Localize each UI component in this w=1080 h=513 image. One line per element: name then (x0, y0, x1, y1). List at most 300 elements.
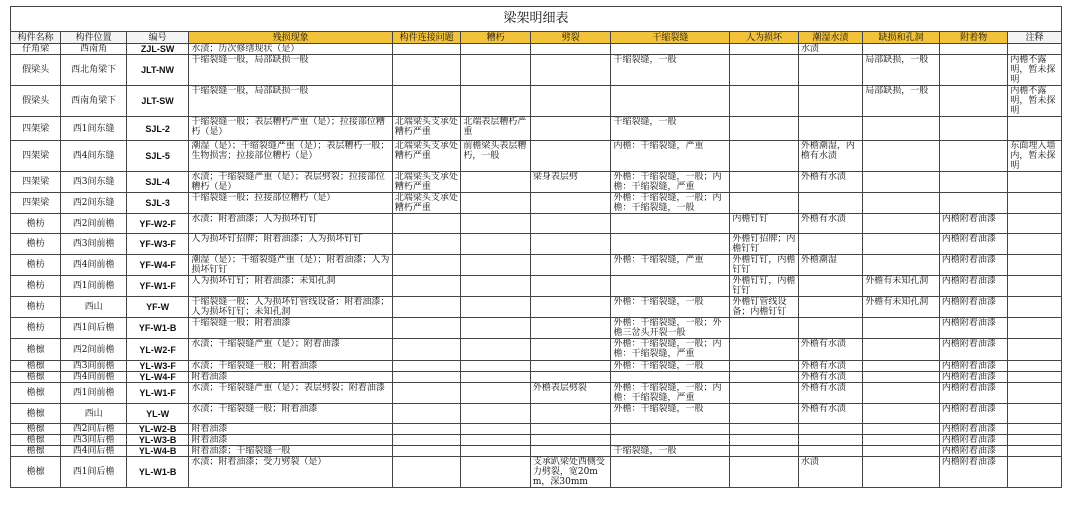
cell-pos: 西3间前檐 (61, 234, 126, 255)
cell-name: 檐檩 (11, 424, 61, 435)
cell-code: YL-W2-B (126, 424, 188, 435)
cell-damp: 外檐有水渍 (798, 339, 862, 361)
cell-attach: 内檐附着油漆 (939, 404, 1008, 424)
cell-crack: 外檐：干缩裂缝，一般；内檐：干缩裂缝，严重 (611, 383, 730, 404)
cell-conn: 北端梁头支承处糟朽严重 (392, 117, 461, 141)
cell-human (730, 446, 799, 457)
header-cell: 构件连接问题 (392, 32, 461, 44)
cell-missing (863, 255, 940, 276)
cell-code: YF-W1-B (126, 318, 188, 339)
cell-note (1008, 44, 1062, 55)
cell-damp (798, 193, 862, 214)
cell-human: 外檐钉管线设备；内檐钉钉 (730, 297, 799, 318)
cell-rot (461, 255, 531, 276)
table-row (11, 372, 1062, 383)
cell-conn (392, 55, 461, 86)
cell-attach: 内檐附着油漆 (939, 435, 1008, 446)
header-cell: 构件名称 (11, 32, 61, 44)
cell-name: 假梁头 (11, 55, 61, 86)
cell-pos: 西1间后檐 (61, 457, 126, 488)
cell-human (730, 55, 799, 86)
cell-name: 假梁头 (11, 86, 61, 117)
cell-note (1008, 255, 1062, 276)
cell-name: 檐枋 (11, 318, 61, 339)
cell-conn (392, 361, 461, 372)
table-body (11, 44, 1062, 488)
header-cell: 糟朽 (461, 32, 531, 44)
cell-damp: 外檐有水渍 (798, 214, 862, 234)
cell-conn (392, 86, 461, 117)
cell-damage: 干缩裂缝一般；附着油漆 (189, 318, 393, 339)
cell-code: SJL-5 (126, 141, 188, 172)
cell-missing (863, 172, 940, 193)
cell-name: 檐檩 (11, 372, 61, 383)
cell-pos: 西山 (61, 404, 126, 424)
cell-damage: 干缩裂缝一般；人为损坏钉管线设备；附着油漆；人为损坏钉钉；未知孔洞 (189, 297, 393, 318)
cell-note: 内檐不露明，暂未探明 (1008, 55, 1062, 86)
cell-human (730, 424, 799, 435)
header-cell: 编号 (126, 32, 188, 44)
table-row (11, 55, 1062, 86)
cell-split: 外檐表层劈裂 (530, 383, 611, 404)
cell-attach: 内檐附着油漆 (939, 383, 1008, 404)
cell-code: YL-W4-F (126, 372, 188, 383)
cell-note: 内檐不露明，暂未探明 (1008, 86, 1062, 117)
cell-code: YL-W (126, 404, 188, 424)
cell-conn (392, 457, 461, 488)
table-row (11, 361, 1062, 372)
cell-rot (461, 44, 531, 55)
cell-note (1008, 383, 1062, 404)
cell-human (730, 372, 799, 383)
cell-attach: 内檐附着油漆 (939, 276, 1008, 297)
cell-rot (461, 193, 531, 214)
table-row (11, 255, 1062, 276)
cell-damp (798, 86, 862, 117)
cell-rot (461, 55, 531, 86)
cell-attach: 内檐附着油漆 (939, 318, 1008, 339)
header-cell: 干缩裂缝 (611, 32, 730, 44)
cell-note (1008, 457, 1062, 488)
cell-split (530, 318, 611, 339)
cell-name: 四架梁 (11, 117, 61, 141)
cell-damp (798, 435, 862, 446)
cell-note (1008, 318, 1062, 339)
cell-name: 檐檩 (11, 435, 61, 446)
cell-crack: 干缩裂缝，一般 (611, 55, 730, 86)
cell-split (530, 276, 611, 297)
cell-human (730, 318, 799, 339)
cell-attach (939, 172, 1008, 193)
cell-code: YL-W1-F (126, 383, 188, 404)
cell-split (530, 55, 611, 86)
cell-missing: 外檐有未知孔洞 (863, 276, 940, 297)
cell-damage: 干缩裂缝一般；拉接部位糟朽（是） (189, 193, 393, 214)
cell-code: YF-W (126, 297, 188, 318)
header-cell: 缺损和孔洞 (863, 32, 940, 44)
cell-code: SJL-4 (126, 172, 188, 193)
cell-conn (392, 214, 461, 234)
cell-note (1008, 446, 1062, 457)
cell-code: YL-W4-B (126, 446, 188, 457)
cell-note (1008, 404, 1062, 424)
cell-human (730, 193, 799, 214)
cell-human: 外檐钉钉，内檐钉钉 (730, 255, 799, 276)
cell-rot (461, 276, 531, 297)
cell-rot (461, 361, 531, 372)
cell-crack: 外檐：干缩裂缝，一般；外檐三岔头开裂一般 (611, 318, 730, 339)
cell-conn (392, 424, 461, 435)
cell-damp: 外檐有水渍 (798, 372, 862, 383)
cell-conn: 北端梁头支承处糟朽严重 (392, 193, 461, 214)
cell-attach (939, 55, 1008, 86)
cell-rot (461, 435, 531, 446)
cell-crack: 外檐：干缩裂缝，一般；内檐：干缩裂缝，一般 (611, 193, 730, 214)
table-row (11, 234, 1062, 255)
header-row (11, 32, 1062, 44)
cell-missing (863, 404, 940, 424)
cell-damp (798, 234, 862, 255)
cell-attach: 内檐附着油漆 (939, 297, 1008, 318)
cell-crack: 外檐：干缩裂缝，严重 (611, 255, 730, 276)
cell-note (1008, 435, 1062, 446)
cell-name: 檐檩 (11, 446, 61, 457)
cell-rot (461, 297, 531, 318)
cell-note (1008, 372, 1062, 383)
cell-missing (863, 457, 940, 488)
table-row (11, 141, 1062, 172)
cell-missing (863, 424, 940, 435)
cell-code: YF-W1-F (126, 276, 188, 297)
cell-split (530, 255, 611, 276)
cell-conn (392, 339, 461, 361)
cell-human (730, 361, 799, 372)
cell-name: 四架梁 (11, 141, 61, 172)
cell-rot (461, 172, 531, 193)
table-row (11, 339, 1062, 361)
cell-code: SJL-3 (126, 193, 188, 214)
header-cell: 构件位置 (61, 32, 126, 44)
cell-missing (863, 44, 940, 55)
cell-human (730, 141, 799, 172)
cell-attach (939, 86, 1008, 117)
cell-damp (798, 117, 862, 141)
cell-attach: 内檐附着油漆 (939, 361, 1008, 372)
cell-pos: 西4间前檐 (61, 255, 126, 276)
cell-crack: 外檐：干缩裂缝，一般 (611, 404, 730, 424)
cell-damage: 水渍；附着油漆；人为损坏钉钉 (189, 214, 393, 234)
cell-split (530, 435, 611, 446)
cell-crack (611, 424, 730, 435)
cell-attach: 内檐附着油漆 (939, 424, 1008, 435)
cell-split (530, 234, 611, 255)
cell-split (530, 214, 611, 234)
cell-attach: 内檐附着油漆 (939, 446, 1008, 457)
header-cell: 残损现象 (189, 32, 393, 44)
table-row (11, 318, 1062, 339)
cell-attach (939, 44, 1008, 55)
cell-split (530, 424, 611, 435)
cell-human: 内檐钉钉 (730, 214, 799, 234)
cell-attach: 内檐附着油漆 (939, 372, 1008, 383)
cell-damage: 水渍；干缩裂缝严重（是）；表层劈裂；附着油漆 (189, 383, 393, 404)
cell-name: 檐檩 (11, 361, 61, 372)
cell-damage: 附着油漆 (189, 435, 393, 446)
cell-name: 四架梁 (11, 193, 61, 214)
cell-pos: 西南角梁下 (61, 86, 126, 117)
cell-pos: 西4间东缝 (61, 141, 126, 172)
cell-crack (611, 276, 730, 297)
cell-name: 檐枋 (11, 214, 61, 234)
table-row (11, 435, 1062, 446)
table-row (11, 44, 1062, 55)
cell-damage: 水渍；历次修缮现状（是） (189, 44, 393, 55)
cell-split (530, 141, 611, 172)
cell-name: 檐檩 (11, 404, 61, 424)
table-row (11, 214, 1062, 234)
cell-note (1008, 172, 1062, 193)
cell-note (1008, 339, 1062, 361)
cell-note (1008, 276, 1062, 297)
cell-missing: 外檐有未知孔洞 (863, 297, 940, 318)
cell-damage: 干缩裂缝一般，局部缺损一般 (189, 55, 393, 86)
cell-note (1008, 424, 1062, 435)
cell-code: YL-W3-B (126, 435, 188, 446)
cell-name: 檐枋 (11, 234, 61, 255)
cell-damp: 外檐有水渍 (798, 404, 862, 424)
cell-attach (939, 141, 1008, 172)
cell-attach: 内檐附着油漆 (939, 457, 1008, 488)
cell-code: YF-W2-F (126, 214, 188, 234)
cell-damage: 附着油漆 (189, 372, 393, 383)
cell-human (730, 86, 799, 117)
cell-attach: 内檐附着油漆 (939, 255, 1008, 276)
cell-human (730, 117, 799, 141)
cell-code: YL-W1-B (126, 457, 188, 488)
cell-missing (863, 383, 940, 404)
detail-table-wrapper (10, 6, 1062, 488)
cell-name: 檐枋 (11, 297, 61, 318)
cell-conn (392, 435, 461, 446)
cell-crack: 外檐：干缩裂缝，一般；内檐：干缩裂缝，严重 (611, 172, 730, 193)
cell-split: 梁身表层劈 (530, 172, 611, 193)
cell-crack: 干缩裂缝，一般 (611, 446, 730, 457)
cell-damage: 附着油漆；干缩裂缝一般 (189, 446, 393, 457)
cell-note: 东面埋入墙内，暂未探明 (1008, 141, 1062, 172)
beam-detail-table (10, 6, 1062, 488)
cell-conn: 北端梁头支承处糟朽严重 (392, 141, 461, 172)
header-cell: 注释 (1008, 32, 1062, 44)
cell-code: YF-W3-F (126, 234, 188, 255)
cell-conn (392, 383, 461, 404)
cell-missing (863, 435, 940, 446)
cell-code: SJL-2 (126, 117, 188, 141)
cell-rot (461, 318, 531, 339)
cell-rot (461, 234, 531, 255)
cell-damage: 人为损坏钉钉；附着油漆；未知孔洞 (189, 276, 393, 297)
cell-conn (392, 255, 461, 276)
header-cell: 潮湿水渍 (798, 32, 862, 44)
cell-split (530, 446, 611, 457)
cell-code: YL-W2-F (126, 339, 188, 361)
cell-pos: 西北角梁下 (61, 55, 126, 86)
cell-crack (611, 435, 730, 446)
cell-pos: 西4间后檐 (61, 446, 126, 457)
cell-split (530, 86, 611, 117)
cell-damage: 人为损坏钉招牌；附着油漆；人为损坏钉钉 (189, 234, 393, 255)
cell-name: 檐枋 (11, 276, 61, 297)
cell-pos: 西2间后檐 (61, 424, 126, 435)
cell-damage: 潮湿（是）；干缩裂缝严重（是）；附着油漆；人为损坏钉钉 (189, 255, 393, 276)
cell-split: 支承趴梁处西侧受力劈裂，宽20mm，深30mm (530, 457, 611, 488)
cell-rot (461, 372, 531, 383)
cell-pos: 西3间后檐 (61, 435, 126, 446)
cell-rot (461, 424, 531, 435)
cell-split (530, 404, 611, 424)
cell-crack (611, 86, 730, 117)
cell-split (530, 339, 611, 361)
cell-rot (461, 383, 531, 404)
cell-conn (392, 234, 461, 255)
cell-note (1008, 214, 1062, 234)
cell-damp (798, 297, 862, 318)
cell-note (1008, 234, 1062, 255)
cell-damage: 水渍；干缩裂缝严重（是）；附着油漆 (189, 339, 393, 361)
cell-rot (461, 86, 531, 117)
cell-rot: 北端表层糟朽严重 (461, 117, 531, 141)
cell-split (530, 372, 611, 383)
cell-code: YF-W4-F (126, 255, 188, 276)
cell-pos: 西2间前檐 (61, 214, 126, 234)
cell-damp: 水渍 (798, 44, 862, 55)
cell-crack (611, 44, 730, 55)
header-cell: 附着物 (939, 32, 1008, 44)
cell-conn (392, 404, 461, 424)
cell-pos: 西2间东缝 (61, 193, 126, 214)
table-row (11, 446, 1062, 457)
cell-attach: 内檐附着油漆 (939, 234, 1008, 255)
cell-pos: 西山 (61, 297, 126, 318)
cell-crack (611, 214, 730, 234)
cell-damage: 干缩裂缝一般，局部缺损一般 (189, 86, 393, 117)
cell-damp: 外檐有水渍 (798, 172, 862, 193)
cell-code: YL-W3-F (126, 361, 188, 372)
cell-split (530, 44, 611, 55)
cell-code: ZJL-SW (126, 44, 188, 55)
cell-conn (392, 44, 461, 55)
cell-conn: 北端梁头支承处糟朽严重 (392, 172, 461, 193)
cell-crack (611, 457, 730, 488)
cell-damage: 干缩裂缝一般；表层糟朽严重（是）；拉接部位糟朽（是） (189, 117, 393, 141)
cell-crack: 内檐：干缩裂缝，严重 (611, 141, 730, 172)
cell-note (1008, 297, 1062, 318)
cell-attach (939, 117, 1008, 141)
table-row (11, 86, 1062, 117)
cell-human (730, 457, 799, 488)
table-row (11, 457, 1062, 488)
cell-rot (461, 446, 531, 457)
cell-crack: 外檐：干缩裂缝，一般 (611, 297, 730, 318)
cell-conn (392, 276, 461, 297)
cell-human (730, 383, 799, 404)
cell-note (1008, 193, 1062, 214)
cell-pos: 西1间东缝 (61, 117, 126, 141)
header-cell: 劈裂 (530, 32, 611, 44)
cell-damage: 水渍；干缩裂缝严重（是）；表层劈裂；拉接部位糟朽（是） (189, 172, 393, 193)
cell-rot (461, 457, 531, 488)
cell-missing (863, 141, 940, 172)
cell-missing (863, 214, 940, 234)
cell-split (530, 193, 611, 214)
table-row (11, 117, 1062, 141)
table-row (11, 404, 1062, 424)
table-row (11, 424, 1062, 435)
cell-pos: 西3间前檐 (61, 361, 126, 372)
cell-rot (461, 404, 531, 424)
cell-attach: 内檐附着油漆 (939, 214, 1008, 234)
cell-missing: 局部缺损，一般 (863, 55, 940, 86)
cell-damp (798, 55, 862, 86)
cell-human (730, 404, 799, 424)
cell-crack (611, 234, 730, 255)
cell-note (1008, 117, 1062, 141)
cell-missing (863, 193, 940, 214)
cell-damp (798, 446, 862, 457)
cell-damp: 外檐有水渍 (798, 361, 862, 372)
cell-conn (392, 372, 461, 383)
cell-damp (798, 424, 862, 435)
cell-damage: 潮湿（是）；干缩裂缝严重（是）；表层糟朽一般；生物损害；拉接部位糟朽（是） (189, 141, 393, 172)
cell-missing (863, 372, 940, 383)
table-row (11, 193, 1062, 214)
cell-split (530, 297, 611, 318)
cell-crack: 干缩裂缝，一般 (611, 117, 730, 141)
cell-human (730, 44, 799, 55)
cell-rot (461, 214, 531, 234)
cell-name: 檐枋 (11, 255, 61, 276)
cell-missing (863, 361, 940, 372)
cell-rot (461, 339, 531, 361)
table-row (11, 172, 1062, 193)
cell-attach: 内檐附着油漆 (939, 339, 1008, 361)
cell-damp: 外檐潮湿 (798, 255, 862, 276)
cell-name: 檐檩 (11, 339, 61, 361)
cell-name: 檐檩 (11, 383, 61, 404)
cell-pos: 西4间前檐 (61, 372, 126, 383)
cell-name: 仔角梁 (11, 44, 61, 55)
cell-note (1008, 361, 1062, 372)
cell-missing (863, 234, 940, 255)
cell-damp (798, 318, 862, 339)
cell-conn (392, 297, 461, 318)
cell-pos: 西1间前檐 (61, 383, 126, 404)
header-cell: 人为损坏 (730, 32, 799, 44)
cell-human: 外檐钉招牌；内檐钉钉 (730, 234, 799, 255)
cell-code: JLT-SW (126, 86, 188, 117)
cell-name: 四架梁 (11, 172, 61, 193)
cell-attach (939, 193, 1008, 214)
cell-name: 檐檩 (11, 457, 61, 488)
cell-damp: 水渍 (798, 457, 862, 488)
table-row (11, 297, 1062, 318)
cell-crack: 外檐：干缩裂缝，一般 (611, 361, 730, 372)
cell-pos: 西2间前檐 (61, 339, 126, 361)
cell-pos: 西3间东缝 (61, 172, 126, 193)
cell-human (730, 435, 799, 446)
cell-damage: 水渍；附着油漆；受力劈裂（是） (189, 457, 393, 488)
cell-damp: 外檐有水渍 (798, 383, 862, 404)
cell-human (730, 339, 799, 361)
